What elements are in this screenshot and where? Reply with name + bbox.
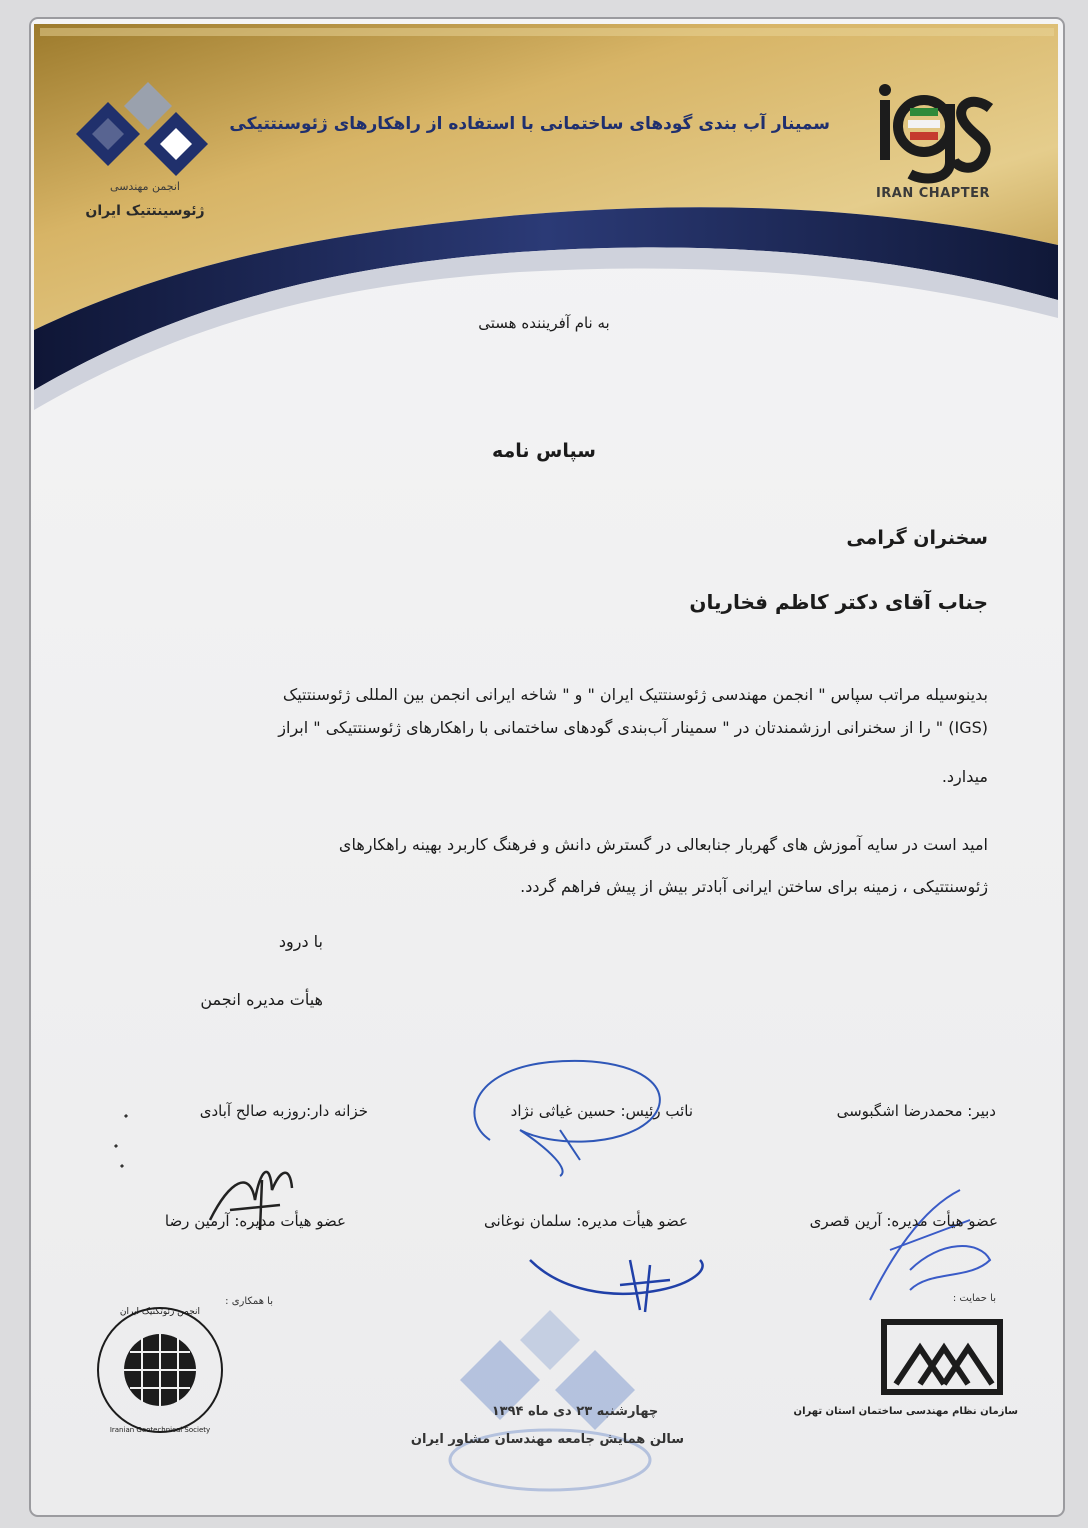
left-logo-caption-1: انجمن مهندسی <box>110 180 180 193</box>
engineering-org-name: سازمان نظام مهندسی ساختمان استان تهران <box>793 1406 1018 1417</box>
support-label: با حمایت : <box>952 1293 996 1304</box>
geotechnical-society-logo <box>90 1300 230 1440</box>
event-date: چهارشنبه ۲۳ دی ماه ۱۳۹۴ <box>491 1404 659 1419</box>
body-line-3: میدارد. <box>941 767 988 786</box>
geotechnical-society-name-fa: انجمن ژئوتکنیک ایران <box>119 1307 201 1317</box>
salutation: سخنران گرامی <box>846 527 988 549</box>
secretary-signatory: دبیر: محمدرضا اشگبوسی <box>836 1102 996 1120</box>
seminar-title: سمینار آب بندی گودهای ساختمانی با استفاده از راهکارهای ژئوسنتتیکی <box>229 114 830 134</box>
body-line-4: امید است در سایه آموزش های گهربار جنابعالی در گسترش دانش و فرهنگ کاربرد بهینه راهکارهای <box>338 835 988 854</box>
closing-greeting: با درود <box>278 932 323 951</box>
watermark-stamp <box>430 1300 670 1500</box>
invocation: به نام آفریننده هستی <box>478 314 610 332</box>
body-line-1: بدینوسیله مراتب سپاس " انجمن مهندسی ژئوسنتتیک ایران " و " شاخه ایرانی انجمن بین المللی ژئوسنتتیک <box>282 685 988 704</box>
event-venue: سالن همایش جامعه مهندسان مشاور ایران <box>410 1432 685 1447</box>
geotechnical-society-name-en: Iranian Geotechnical Society <box>109 1426 211 1434</box>
board-member-1-signatory: عضو هیأت مدیره: آرین قصری <box>809 1212 998 1230</box>
collaboration-label: با همکاری : <box>225 1296 273 1307</box>
vice-president-signatory: نائب رئیس: حسین غیاثی نژاد <box>510 1102 693 1120</box>
engineering-org-logo <box>880 1318 1004 1398</box>
body-line-2: (IGS) " را از سخنرانی ارزشمندتان در " سمینار آب‌بندی گودهای ساختمانی با راهکارهای ژئوسنتتیکی " ابراز <box>278 718 988 737</box>
board-signature-line: هیأت مدیره انجمن <box>200 990 323 1009</box>
treasurer-signature <box>95 1105 155 1175</box>
recipient-name: جناب آقای دکتر کاظم فخاریان <box>689 590 988 614</box>
geosynthetic-society-logo <box>68 72 228 182</box>
body-line-5: ژئوسنتتیکی ، زمینه برای ساختن ایرانی آبادتر بیش از پیش فراهم گردد. <box>520 877 988 896</box>
left-logo-caption-2: ژئوسینتتیک ایران <box>85 203 205 219</box>
board-member-2-signatory: عضو هیأت مدیره: سلمان نوغانی <box>484 1212 688 1230</box>
igs-chapter-label: IRAN CHAPTER <box>875 186 991 201</box>
board-member-1-signature <box>850 1180 1000 1310</box>
board-member-3-signatory: عضو هیأت مدیره: آرمین رضا <box>164 1212 346 1230</box>
certificate-title: سپاس نامه <box>492 440 596 462</box>
igs-logo <box>872 82 996 186</box>
treasurer-signatory: خزانه دار:روزبه صالح آبادی <box>199 1102 368 1120</box>
